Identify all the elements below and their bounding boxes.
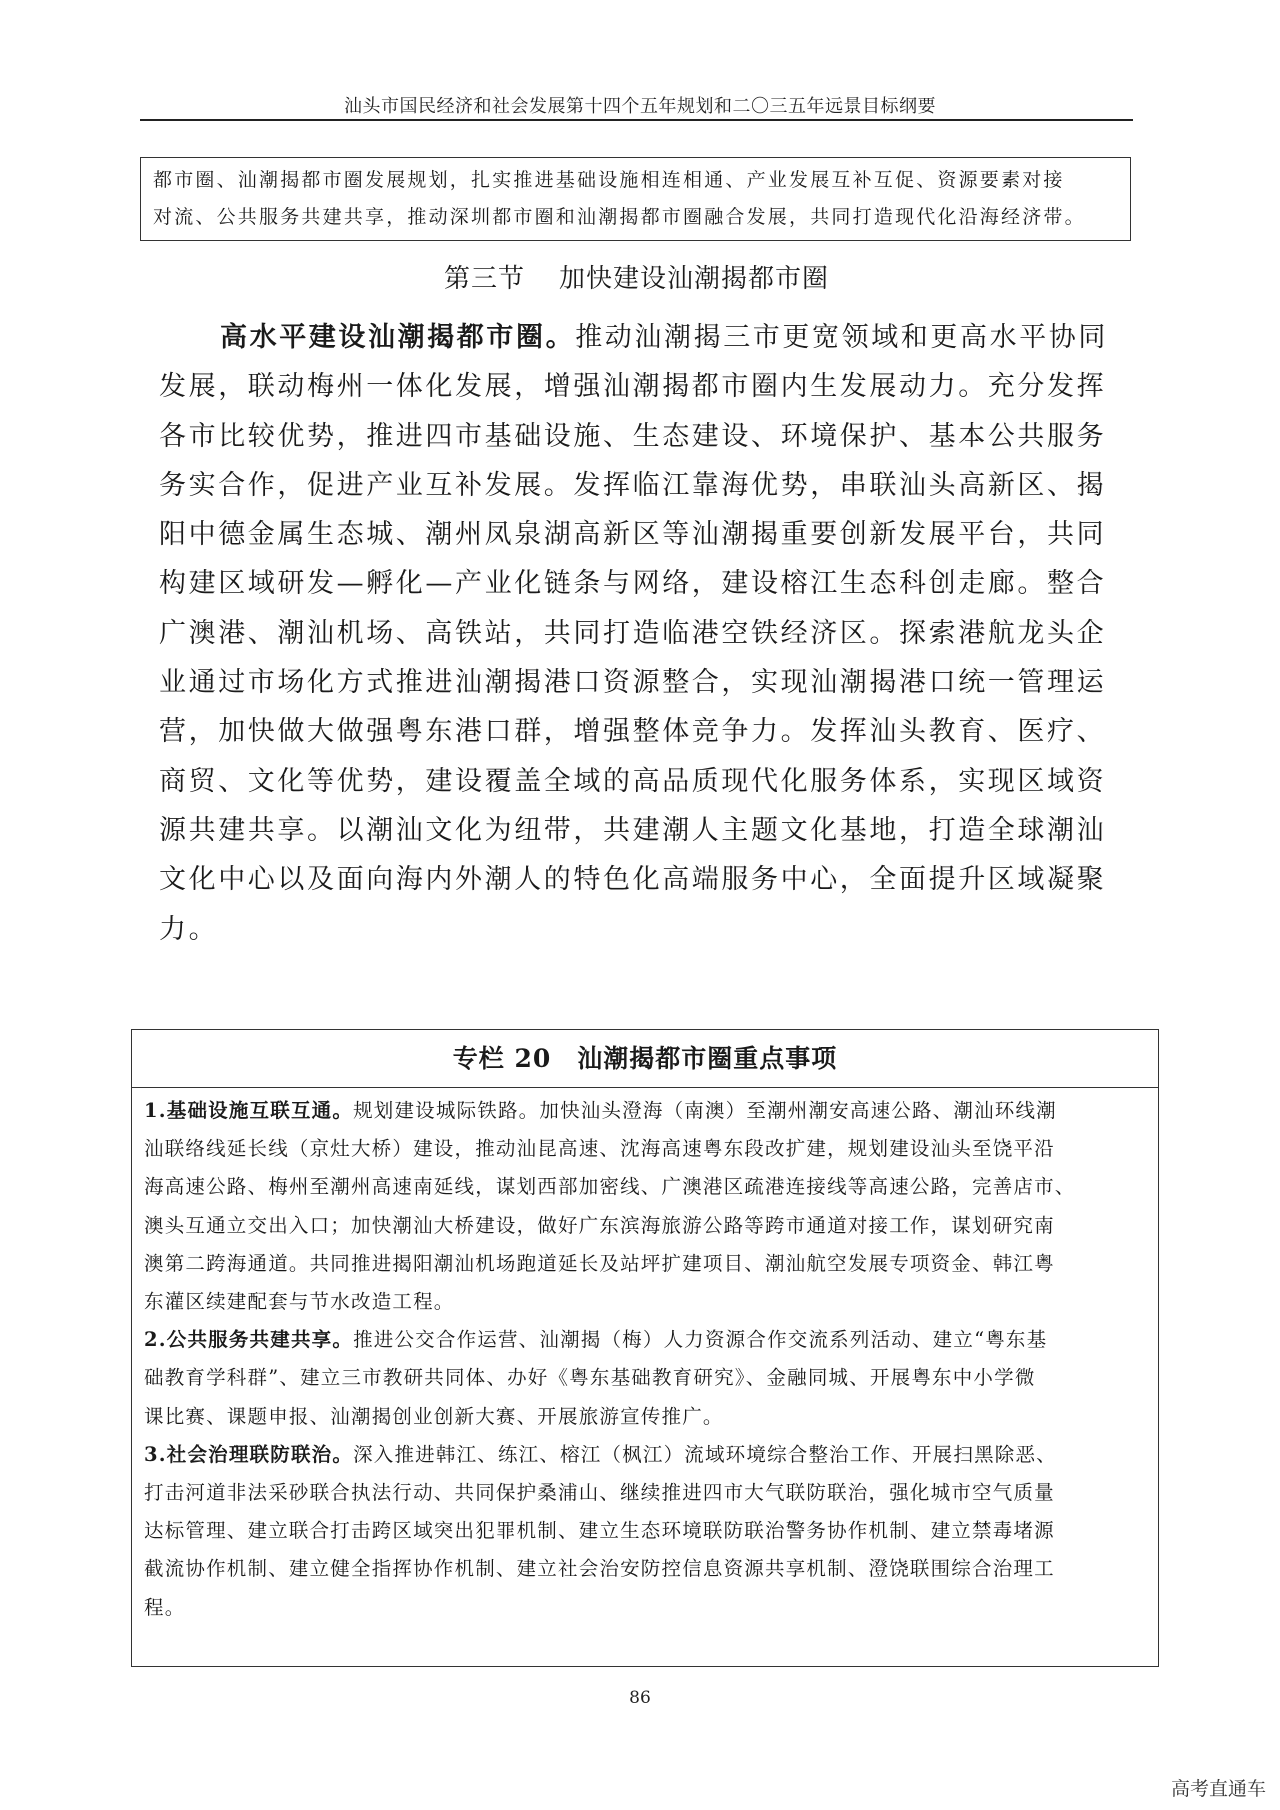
column-item [144, 1321, 1148, 1359]
paragraph-line: 构建区域研发—孵化—产业化链条与网络，建设榕江生态科创走廊。整合 [159, 568, 1107, 600]
item-line: 海高速公路、梅州至潮州高速南延线，谋划西部加密线、广澳港区疏港连接线等高速公路，完善店市、 [144, 1175, 1076, 1199]
item-text: 深入推进韩江、练江、榕江（枫江）流域环境综合整治工作、开展扫黑除恶、 [353, 1442, 1057, 1466]
body-paragraph [159, 313, 1134, 954]
item-text: 规划建设城际铁路。加快汕头澄海（南澳）至潮州潮安高速公路、潮汕环线潮 [353, 1099, 1057, 1122]
column-item [144, 1092, 1148, 1130]
paragraph-line: 商贸、文化等优势，建设覆盖全域的高品质现代化服务体系，实现区域资 [159, 765, 1107, 797]
item-lead: 3.社会治理联防联治。 [144, 1442, 354, 1466]
paragraph-line: 发展，联动梅州一体化发展，增强汕潮揭都市圈内生发展动力。充分发挥 [159, 371, 1107, 403]
box-line: 对流、公共服务共建共享，推动深圳都市圈和汕潮揭都市圈融合发展，共同打造现代化沿海经济带。 [153, 206, 1086, 228]
item-line: 澳第二跨海通道。共同推进揭阳潮汕机场跑道延长及站坪扩建项目、潮汕航空发展专项资金、韩江粤 [144, 1251, 1055, 1275]
item-line: 础教育学科群”、建立三市教研共同体、办好《粤东基础教育研究》、金融同城、开展粤东中小学微 [144, 1366, 1036, 1390]
paragraph-line: 各市比较优势，推进四市基础设施、生态建设、环境保护、基本公共服务 [159, 420, 1107, 452]
box-line: 都市圈、汕潮揭都市圈发展规划，扎实推进基础设施相连相通、产业发展互补互促、资源要素对接 [153, 169, 1065, 191]
paragraph-line: 广澳港、潮汕机场、高铁站，共同打造临港空铁经济区。探索港航龙头企 [159, 617, 1107, 649]
item-line: 东灌区续建配套与节水改造工程。 [144, 1290, 455, 1314]
item-line: 截流协作机制、建立健全指挥协作机制、建立社会治安防控信息资源共享机制、澄饶联围综合治理工 [144, 1557, 1055, 1581]
paragraph-line: 源共建共享。以潮汕文化为纽带，共建潮人主题文化基地，打造全球潮汕 [159, 814, 1107, 846]
item-line: 澳头互通立交出入口；加快潮汕大桥建设，做好广东滨海旅游公路等跨市通道对接工作，谋划研究南 [144, 1213, 1055, 1237]
item-line: 课比赛、课题申报、汕潮揭创业创新大赛、开展旅游宣传推广。 [144, 1404, 724, 1428]
column-body [132, 1088, 1158, 1627]
continued-box [140, 157, 1131, 241]
item-lead: 1.基础设施互联互通。 [144, 1099, 354, 1122]
paragraph-line: 业通过市场化方式推进汕潮揭港口资源整合，实现汕潮揭港口统一管理运 [159, 667, 1107, 699]
header-rule [140, 119, 1133, 121]
item-line: 程。 [144, 1595, 186, 1619]
item-line: 汕联络线延长线（京灶大桥）建设，推动汕昆高速、沈海高速粤东段改扩建，规划建设汕头至饶平沿 [144, 1137, 1055, 1161]
document-header: 汕头市国民经济和社会发展第十四个五年规划和二〇三五年远景目标纲要 [344, 96, 936, 117]
paragraph-lead: 高水平建设汕潮揭都市圈。 [220, 322, 576, 353]
page-number: 86 [629, 1688, 651, 1708]
item-text: 推进公交合作运营、汕潮揭（梅）人力资源合作交流系列活动、建立“粤东基 [353, 1328, 1048, 1352]
column-number: 专栏 20 [452, 1044, 552, 1073]
paragraph-line: 文化中心以及面向海内外潮人的特色化高端服务中心，全面提升区域凝聚 [159, 864, 1107, 896]
paragraph-line: 务实合作，促进产业互补发展。发挥临江靠海优势，串联汕头高新区、揭 [159, 469, 1107, 501]
column-box [131, 1029, 1159, 1667]
watermark-text: 高考直通车 [1170, 1778, 1266, 1800]
paragraph-line: 阳中德金属生态城、潮州凤泉湖高新区等汕潮揭重要创新发展平台，共同 [159, 519, 1107, 551]
section-heading [140, 258, 1133, 295]
paragraph-text: 推动汕潮揭三市更宽领域和更高水平协同 [575, 322, 1109, 353]
section-number: 第三节 [443, 264, 525, 294]
item-line: 打击河道非法采砂联合执法行动、共同保护桑浦山、继续推进四市大气联防联治，强化城市空气质量 [144, 1481, 1055, 1505]
paragraph-first-line [159, 313, 1134, 362]
column-item [144, 1436, 1148, 1474]
paragraph-line: 营，加快做大做强粤东港口群，增强整体竞争力。发挥汕头教育、医疗、 [159, 716, 1107, 748]
column-title [132, 1030, 1158, 1088]
item-line: 达标管理、建立联合打击跨区域突出犯罪机制、建立生态环境联防联治警务协作机制、建立禁毒堵源 [144, 1519, 1055, 1543]
column-heading: 汕潮揭都市圈重点事项 [577, 1044, 838, 1073]
paragraph-line: 力。 [159, 913, 219, 945]
section-title: 加快建设汕潮揭都市圈 [559, 264, 830, 294]
item-lead: 2.公共服务共建共享。 [144, 1328, 354, 1352]
